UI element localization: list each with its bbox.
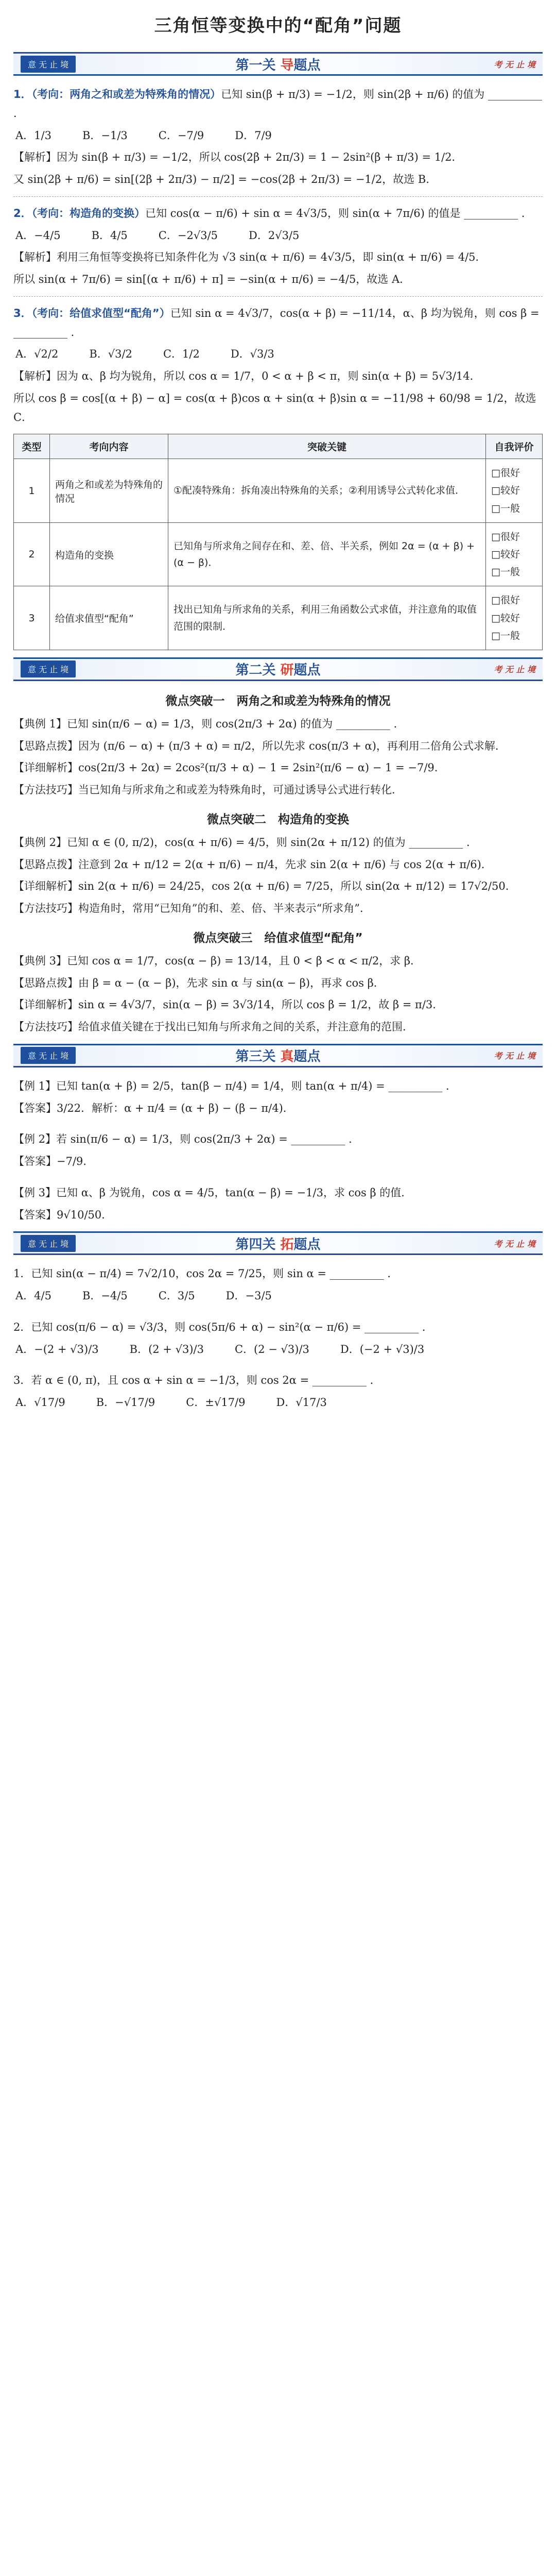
solution-text: 所以 sin(α + 7π/6) = sin[(α + π/6) + π] = −sin(α + π/6) = −4/5，故选 A． [13,273,411,285]
banner-left-label: 意 无 止 境 [21,660,76,677]
banner-left-label: 意 无 止 境 [21,1235,76,1252]
table-row: 3 给值求值型“配角” 找出已知角与所求角的关系，利用三角函数公式求值，并注意角的取值范围的限制． □很好 □较好 □一般 [14,586,543,650]
banner-left-label: 意 无 止 境 [21,56,76,73]
options-1: A．1/3 B．−1/3 C．−7/9 D．7/9 [15,129,272,142]
problem-2: 2．（考向：构造角的变换）已知 cos(α − π/6) + sin α = 4√3/5，则 sin(α + 7π/6) 的值是 __________ ． A．−4/5 B．4/5 C．−2√3/5 D．2√3/5 【解析】利用三角恒等变换将已知条件化为 √3 sin(α + π/6) = 4√3/5，即 sin(α + π/6) = 4/5． 所以 sin(α + 7π/6) = sin[(α + π/6) + π] = −sin(α + π/6) = −4/5，故选 A． [13,204,543,289]
options-3: A．√2/2 B．√3/2 C．1/2 D．√3/3 [15,348,274,361]
solution-text: 所以 cos β = cos[(α + β) − α] = cos(α + β)cos α + sin(α + β)sin α = −11/98 + 60/98 = 1/2，故选 C． [13,392,536,423]
table-row: 2 构造角的变换 已知角与所求角之间存在和、差、倍、半关系，例如 2α = (α + β) + (α − β)． □很好 □较好 □一般 [14,522,543,586]
banner-title: 第一关 导题点 [235,57,321,73]
banner-title: 第三关 真题点 [235,1049,321,1065]
banner-title: 第四关 拓题点 [235,1236,321,1252]
solution-text: 又 sin(2β + π/6) = sin[(2β + 2π/3) − π/2] = −cos(2β + 2π/3) = −1/2，故选 B． [13,173,437,185]
banner-title: 第二关 研题点 [235,663,321,679]
extension-problems: 1．已知 sin(α − π/4) = 7√2/10，cos 2α = 7/25，则 sin α = __________ ． A．4/5 B．−4/5 C．3/5 D．−3/5 2．已知 cos(π/6 − α) = √3/3，则 cos(5π/6 + α) − sin²(α − π/6) = __________ ． A．−(2 + √3)/3 B．(2 + √3)/3 C．(2 − √3)/3 D．(−2 + √3)/3 3．若 α ∈ (0, π)，且 cos α + sin α = −1/3，则 cos 2α = __________ ． A．√17/9 B．−√17/9 C．±√17/9 D．√17/3 [13,1267,433,1409]
banner-left-label: 意 无 止 境 [21,1047,76,1064]
example-2: 【典例 2】已知 α ∈ (0, π/2)，cos(α + π/6) = 4/5，则 sin(2α + π/12) 的值为 __________ ． 【思路点拨】注意到 2α + π/12 = 2(α + π/6) − π/4，先求 sin 2(α + π/6) 与 cos 2(α + π/6)． 【详细解析】sin 2(α + π/6) = 24/25，cos 2(α + π/6) = 7/25，所以 sin(2α + π/12) = 17√2/50． 【方法技巧】构造角时，常用“已知角”的和、差、倍、半来表示“所求角”． [13,836,516,915]
subheading: 微点突破二 构造角的变换 [207,812,349,826]
solution-text: 【解析】利用三角恒等变换将已知条件化为 √3 sin(α + π/6) = 4√3/5，即 sin(α + π/6) = 4/5． [13,251,486,264]
real-exam-questions: 【例 1】已知 tan(α + β) = 2/5，tan(β − π/4) = 1/4，则 tan(α + π/4) = __________ ． 【答案】3/22．解析：α + π/4 = (α + β) − (β − π/4)． 【例 2】若 sin(π/6 − α) = 1/3，则 cos(2π/3 + 2α) = __________ ． 【答案】−7/9． 【例 3】已知 α、β 为锐角，cos α = 4/5，tan(α − β) = −1/3，求 cos β 的值． 【答案】9√10/50． [13,1079,457,1221]
banner-right-label: 考 无 止 境 [494,665,535,675]
problem-3: 3．（考向：给值求值型“配角”）已知 sin α = 4√3/7，cos(α + β) = −11/14，α、β 均为锐角，则 cos β = __________ ． A．√2/2 B．√3/2 C．1/2 D．√3/3 【解析】因为 α、β 均为锐角，所以 cos α = 1/7，0 < α + β < π，则 sin(α + β) = 5√3/14． 所以 cos β = cos[(α + β) − α] = cos(α + β)cos α + sin(α + β)sin α = −11/98 + 60/98 = 1/2，故选 C． [13,304,543,427]
subheading: 微点突破一 两角之和或差为特殊角的情况 [165,694,391,708]
section-banner-2 [13,657,543,681]
example-1: 【典例 1】已知 sin(π/6 − α) = 1/3，则 cos(2π/3 + 2α) 的值为 __________ ． 【思路点拨】因为 (π/6 − α) + (π/3 + α) = π/2，所以先求 cos(π/3 + α)，再利用二倍角公式求解． 【详细解析】cos(2π/3 + 2α) = 2cos²(π/3 + α) − 1 = 2sin²(π/6 − α) − 1 = −7/9． 【方法技巧】当已知角与所求角之和或差为特殊角时，可通过诱导公式进行转化． [13,717,506,796]
example-3: 【典例 3】已知 cos α = 1/7，cos(α − β) = 13/14，且 0 < β < α < π/2，求 β． 【思路点拨】由 β = α − (α − β)，先求 sin α 与 sin(α − β)，再求 cos β． 【详细解析】sin α = 4√3/7，sin(α − β) = 3√3/14，所以 cos β = 1/2，故 β = π/3． 【方法技巧】给值求值关键在于找出已知角与所求角之间的关系，并注意角的范围． [13,954,444,1033]
banner-right-label: 考 无 止 境 [494,1051,535,1061]
solution-text: 【解析】因为 α、β 均为锐角，所以 cos α = 1/7，0 < α + β < π，则 sin(α + β) = 5√3/14． [13,370,481,382]
solution-text: 【解析】因为 sin(β + π/3) = −1/2，所以 cos(2β + 2π/3) = 1 − 2sin²(β + π/3) = 1/2． [13,151,463,164]
section-banner-4 [13,1231,543,1255]
problem-1: 1．（考向：两角之和或差为特殊角的情况）已知 sin(β + π/3) = −1/2，则 sin(2β + π/6) 的值为 __________ ． A．1/3 B．−1/3 C．−7/9 D．7/9 【解析】因为 sin(β + π/3) = −1/2，所以 cos(2β + 2π/3) = 1 − 2sin²(β + π/3) = 1/2． 又 sin(2β + π/6) = sin[(2β + 2π/3) − π/2] = −cos(2β + 2π/3) = −1/2，故选 B． [13,85,543,189]
subheading: 微点突破三 给值求值型“配角” [193,931,363,945]
section-banner-3 [13,1044,543,1067]
section-banner-1 [13,52,543,76]
options-2: A．−4/5 B．4/5 C．−2√3/5 D．2√3/5 [15,229,300,242]
table-row: 1 两角之和或差为特殊角的情况 ①配凑特殊角：拆角凑出特殊角的关系；②利用诱导公式转化求值． □很好 □较好 □一般 [14,459,543,523]
page-title: 三角恒等变换中的“配角”问题 [154,15,402,36]
banner-right-label: 考 无 止 境 [494,1239,535,1249]
banner-right-label: 考 无 止 境 [494,59,535,70]
summary-table: 类型 考向内容 突破关键 自我评价 1 两角之和或差为特殊角的情况 ①配凑特殊角：拆角凑出特殊角的关系；②利用诱导公式转化求值． □很好 □较好 □一般 2 构造角的变换 已知角与所求角之间存在和、差、倍、半关系，例如 2α = (α + β) + (α − β)． □很好 □较好 □一般 3 给值求值型“配角” 找出已知角与所求角的关系，利用三角函数公式求值，并注意角的取值范围的限制． □很好 □较好 □一般 [13,434,543,650]
